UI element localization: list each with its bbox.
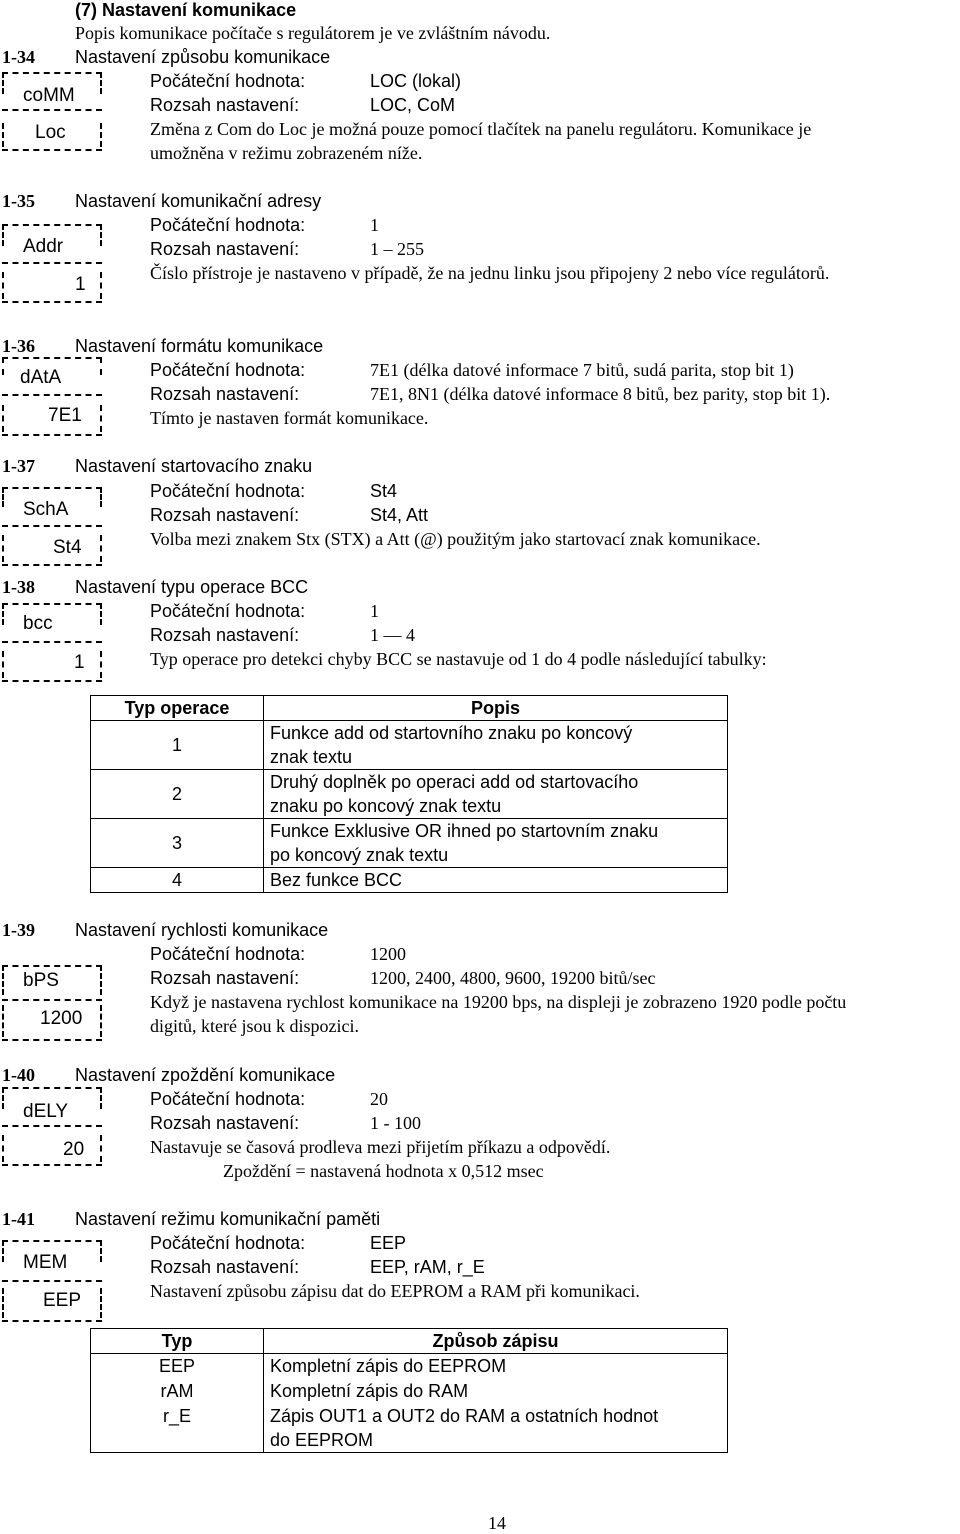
desc-line: Zápis OUT1 a OUT2 do RAM a ostatních hodnot: [270, 1405, 659, 1426]
table-row: [91, 1354, 728, 1379]
initial-value: 7E1 (délka datové informace 7 bitů, sudá parita, stop bit 1): [370, 360, 794, 380]
range-label: Rozsah nastavení:: [150, 1113, 300, 1133]
initial-label: Počáteční hodnota:: [150, 481, 306, 501]
range-value: EEP, rAM, r_E: [370, 1257, 485, 1277]
table-cell-desc: [264, 819, 728, 868]
desc-line: Funkce add od startovního znaku po koncový: [270, 723, 633, 743]
initial-label: Počáteční hodnota:: [150, 601, 306, 621]
initial-value: LOC (lokal): [370, 71, 462, 91]
range-value: LOC, CoM: [370, 95, 456, 115]
initial-value: 1200: [370, 944, 406, 964]
range-label: Rozsah nastavení:: [150, 239, 300, 259]
table-cell-type: EEP: [91, 1354, 264, 1379]
desc-line: znaku po koncový znak textu: [270, 796, 502, 816]
display-top: Addr: [23, 236, 64, 257]
display-top: bPS: [23, 970, 59, 991]
param-title: Nastavení formátu komunikace: [75, 336, 324, 356]
display-bottom: EEP: [43, 1290, 82, 1311]
table-cell-desc: [264, 770, 728, 819]
bcc-table: [90, 695, 728, 893]
param-title: Nastavení komunikační adresy: [75, 191, 322, 211]
range-label: Rozsah nastavení:: [150, 95, 300, 115]
param-description: Nastavuje se časová prodleva mezi přijetím příkazu a odpovědí.: [150, 1137, 611, 1157]
param-description-2: umožněna v režimu zobrazeném níže.: [150, 143, 423, 163]
initial-label: Počáteční hodnota:: [150, 944, 306, 964]
param-description: Typ operace pro detekci chyby BCC se nastavuje od 1 do 4 podle následující tabulky:: [150, 649, 767, 669]
initial-label: Počáteční hodnota:: [150, 215, 306, 235]
table-cell-type: rAM: [91, 1379, 264, 1404]
param-description: Tímto je nastaven formát komunikace.: [150, 408, 429, 428]
param-title: Nastavení režimu komunikační paměti: [75, 1209, 381, 1229]
param-number: 1-37: [2, 456, 35, 476]
display-top: dAtA: [20, 367, 62, 388]
display-bottom: 7E1: [48, 405, 82, 426]
range-value: 7E1, 8N1 (délka datové informace 8 bitů, bez parity, stop bit 1).: [370, 384, 831, 404]
table-cell-type: 4: [91, 868, 264, 893]
table-cell-desc: [264, 1404, 728, 1453]
display-top: dELY: [23, 1101, 69, 1122]
display-top: coMM: [23, 85, 75, 106]
table-cell-type: r_E: [91, 1404, 264, 1453]
table-header: Způsob zápisu: [264, 1329, 728, 1354]
range-label: Rozsah nastavení:: [150, 1257, 300, 1277]
param-description: Volba mezi znakem Stx (STX) a Att (@) použitým jako startovací znak komunikace.: [150, 529, 761, 549]
table-row: [91, 1379, 728, 1404]
display-top: MEM: [23, 1252, 68, 1273]
range-label: Rozsah nastavení:: [150, 625, 300, 645]
range-value: 1200, 2400, 4800, 9600, 19200 bitů/sec: [370, 968, 656, 988]
table-row: [91, 770, 728, 819]
table-header: Typ: [91, 1329, 264, 1354]
initial-value: EEP: [370, 1233, 407, 1253]
initial-value: 1: [370, 215, 379, 235]
table-cell-desc: Bez funkce BCC: [264, 868, 728, 893]
table-cell-type: 2: [91, 770, 264, 819]
desc-line: Funkce Exklusive OR ihned po startovním znaku: [270, 821, 659, 841]
display-bottom: 1200: [40, 1008, 83, 1029]
param-title: Nastavení typu operace BCC: [75, 577, 309, 597]
initial-label: Počáteční hodnota:: [150, 360, 306, 380]
initial-value: 20: [370, 1089, 388, 1109]
desc-line: po koncový znak textu: [270, 845, 449, 865]
table-cell-type: 3: [91, 819, 264, 868]
range-label: Rozsah nastavení:: [150, 384, 300, 404]
desc-line: do EEPROM: [270, 1429, 374, 1450]
param-description: Když je nastavena rychlost komunikace na 19200 bps, na displeji je zobrazeno 1920 podle počtu: [150, 992, 847, 1012]
param-number: 1-38: [2, 577, 35, 597]
param-title: Nastavení rychlosti komunikace: [75, 920, 329, 940]
table-header: Popis: [264, 696, 728, 721]
range-value: 1 — 4: [370, 625, 415, 645]
param-number: 1-34: [2, 47, 35, 67]
display-bottom: 1: [75, 274, 86, 295]
section-intro: Popis komunikace počítače s regulátorem je ve zvláštním návodu.: [75, 23, 551, 43]
display-top: bcc: [23, 613, 53, 634]
param-number: 1-39: [2, 920, 35, 940]
table-row: [91, 868, 728, 893]
param-description: Změna z Com do Loc je možná pouze pomocí tlačítek na panelu regulátoru. Komunikace je: [150, 119, 812, 139]
table-row: [91, 819, 728, 868]
param-description: Číslo přístroje je nastaveno v případě, že na jednu linku jsou připojeny 2 nebo více regulátorů.: [150, 263, 830, 283]
range-label: Rozsah nastavení:: [150, 968, 300, 988]
range-label: Rozsah nastavení:: [150, 505, 300, 525]
page-number: 14: [488, 1513, 506, 1533]
initial-value: 1: [370, 601, 379, 621]
desc-line: znak textu: [270, 747, 353, 767]
desc-line: Druhý doplněk po operaci add od startovacího: [270, 772, 639, 792]
initial-label: Počáteční hodnota:: [150, 1089, 306, 1109]
table-cell-desc: [264, 721, 728, 770]
initial-value: St4: [370, 481, 398, 501]
initial-label: Počáteční hodnota:: [150, 71, 306, 91]
param-number: 1-41: [2, 1209, 35, 1229]
range-value: 1 – 255: [370, 239, 424, 259]
param-number: 1-36: [2, 336, 35, 356]
param-title: Nastavení startovacího znaku: [75, 456, 313, 476]
display-bottom: 1: [74, 652, 85, 673]
display-bottom: 20: [63, 1139, 85, 1160]
param-number: 1-35: [2, 191, 35, 211]
table-cell-desc: Kompletní zápis do RAM: [264, 1379, 728, 1404]
display-bottom: St4: [53, 537, 82, 558]
param-description-2: digitů, které jsou k dispozici.: [150, 1016, 359, 1036]
param-number: 1-40: [2, 1065, 35, 1085]
table-cell-type: 1: [91, 721, 264, 770]
table-row: [91, 721, 728, 770]
initial-label: Počáteční hodnota:: [150, 1233, 306, 1253]
section-title: (7) Nastavení komunikace: [75, 0, 297, 20]
table-row: [91, 1404, 728, 1453]
param-description: Nastavení způsobu zápisu dat do EEPROM a RAM při komunikaci.: [150, 1281, 640, 1301]
memory-mode-table: [90, 1328, 728, 1453]
param-title: Nastavení způsobu komunikace: [75, 47, 331, 67]
display-bottom: Loc: [35, 122, 66, 143]
table-header: Typ operace: [91, 696, 264, 721]
range-value: St4, Att: [370, 505, 429, 525]
param-formula: Zpoždění = nastavená hodnota x 0,512 msec: [223, 1161, 544, 1181]
display-top: SchA: [23, 499, 69, 520]
param-title: Nastavení zpoždění komunikace: [75, 1065, 336, 1085]
table-cell-desc: Kompletní zápis do EEPROM: [264, 1354, 728, 1379]
range-value: 1 - 100: [370, 1113, 421, 1133]
